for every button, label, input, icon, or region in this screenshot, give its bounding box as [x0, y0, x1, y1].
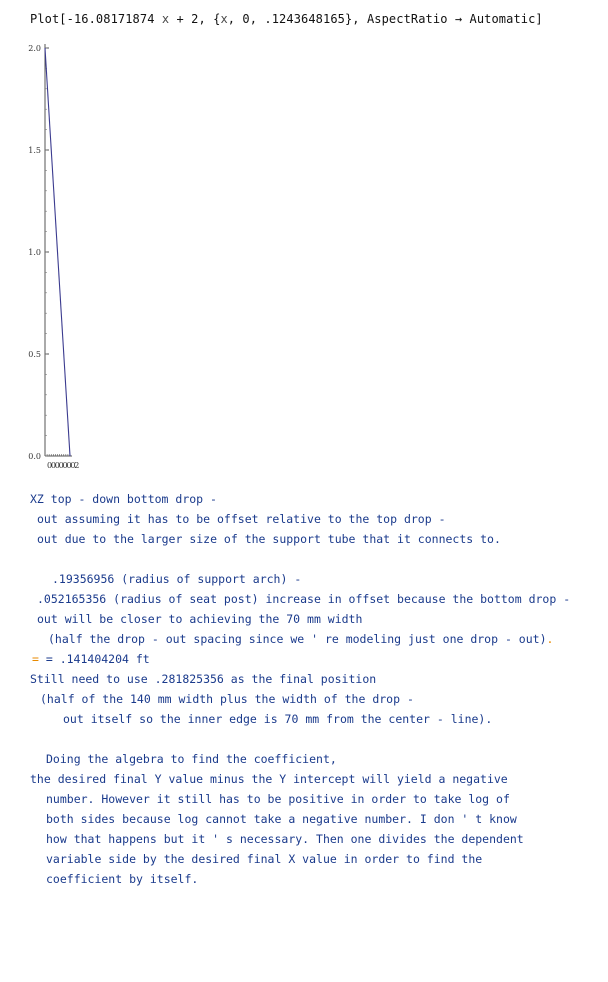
- note-line: = = .141404204 ft: [32, 652, 150, 666]
- y-tick-label: 1.5: [28, 146, 41, 155]
- y-tick-label: 1.0: [28, 248, 41, 257]
- note-line: Still need to use .281825356 as the final position: [30, 672, 377, 686]
- note-orange-period: .: [546, 632, 554, 646]
- input-suffix: , 0, .1243648165}, AspectRatio → Automatic]: [227, 12, 543, 26]
- note-line-text: (half the drop - out spacing since we ' re modeling just one drop - out): [48, 632, 547, 646]
- note-line: the desired final Y value minus the Y intercept will yield a negative: [30, 772, 508, 786]
- input-var-x-range: x: [220, 12, 228, 26]
- note-line: out will be closer to achieving the 70 mm width: [37, 612, 363, 626]
- note-line: out due to the larger size of the support tube that it connects to.: [37, 532, 501, 546]
- input-var-x: x: [161, 12, 170, 26]
- note-line: out assuming it has to be offset relative to the top drop -: [37, 512, 446, 526]
- y-tick-label: 0.5: [28, 350, 41, 359]
- note-line: Doing the algebra to find the coefficient,: [46, 752, 337, 766]
- note-line: number. However it still has to be positive in order to take log of: [46, 792, 510, 806]
- note-line: out itself so the inner edge is 70 mm from the center - line).: [63, 712, 493, 726]
- note-line: (half of the 140 mm width plus the width of the drop -: [40, 692, 414, 706]
- note-line: [48, 632, 553, 646]
- note-line: .052165356 (radius of seat post) increase in offset because the bottom drop -: [37, 592, 571, 606]
- note-line: variable side by the desired final X value in order to find the: [46, 852, 483, 866]
- note-line: how that happens but it ' s necessary. Then one divides the dependent: [46, 832, 524, 846]
- note-line: coefficient by itself.: [46, 872, 199, 886]
- note-line: .19356956 (radius of support arch) -: [52, 572, 302, 586]
- y-tick-label: 0.0: [28, 452, 41, 461]
- note-line: both sides because log cannot take a negative number. I don ' t know: [46, 812, 517, 826]
- note-result: = .141404204 ft: [45, 652, 150, 666]
- input-prefix: Plot[-16.08171874: [30, 12, 162, 26]
- note-line: XZ top - down bottom drop -: [30, 492, 217, 506]
- input-middle: + 2, {: [169, 12, 221, 26]
- y-tick-label: 2.0: [28, 44, 41, 53]
- x-tick-labels: 00000002: [47, 461, 79, 470]
